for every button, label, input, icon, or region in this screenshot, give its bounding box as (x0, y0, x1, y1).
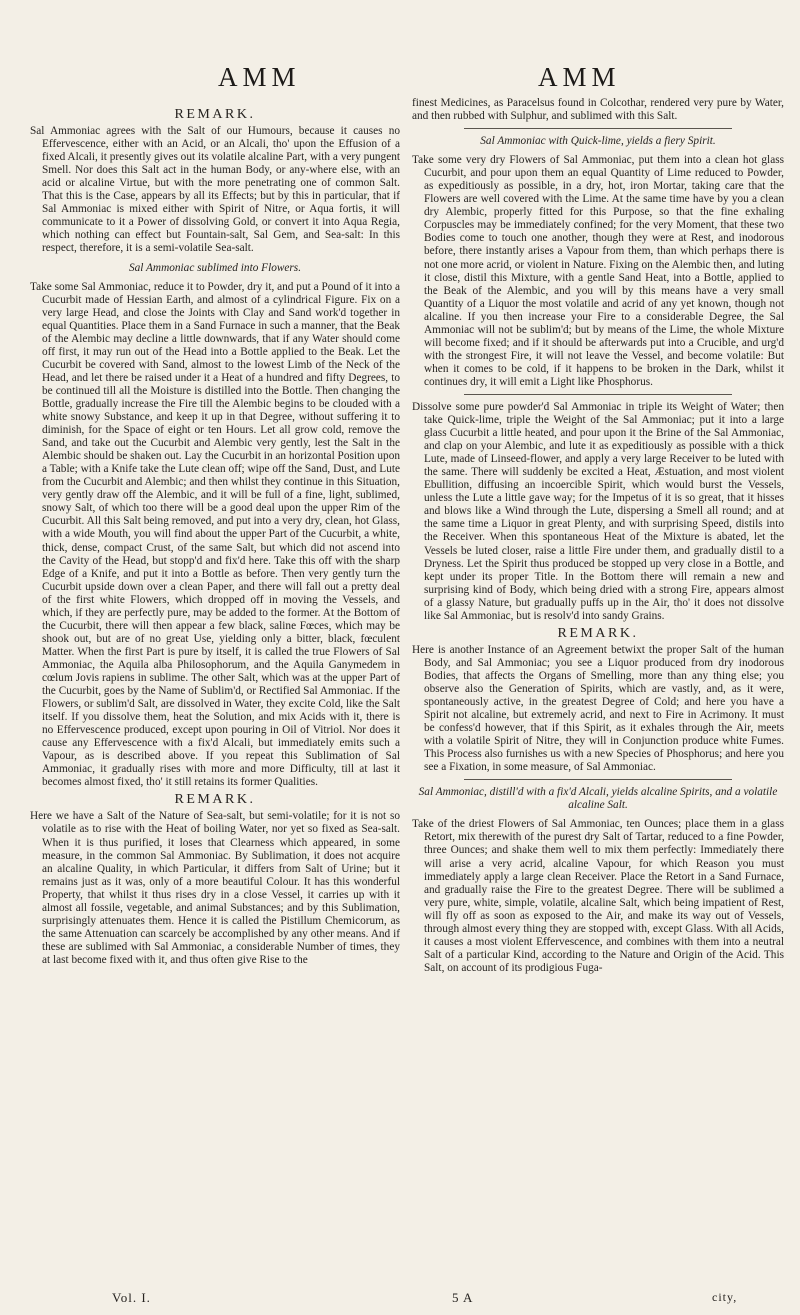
sublimed-paragraph: Take some Sal Ammoniac, reduce it to Powder, dry it, and put a Pound of it into a Cucurbit made of Hessian Earth, and almost of a cylindrical Figure. Fix on a very large Head, and close the Joints with Clay and Sand work'd together in equal Quantities. Place them in a Sand Furnace in such a manner, that the Beak of the Alembic may decline a little downwards, that if any Water should come off first, it may run out of the Head into a Bottle applied to the Beak. Let the Cucurbit be covered with Sand, almost to the lowest Limb of the Neck of the Head, and let there be raised under it a Heat of a hundred and fifty Degrees, to be continued till all the Moisture is distilled into the Bottle. Then changing the Bottle, gradually increase the Fire till the Alembic begins to be clouded with a white snowy Substance, and keep it up in that Degree, without suffering it to diminish, for the Space of eight or ten Hours. Let all grow cold, remove the Sand, and take out the Cucurbit and Alembic very gently, lest the Salt in the Alembic should be shaken out. Lay the Cucurbit in an horizontal Position upon a Table; with a Knife take the Lute clean off; wipe off the Sand, Dust, and Lute from the Cucurbit and Alembic; and then whilst they continue in this Situation, very gently draw off the Alembic, and it will be full of a fine, light, sublimed, snowy Salt, of which too there will be a good deal upon the upper Rim of the Cucurbit. All this Salt being removed, and put into a very dry, clean, hot Glass, with a wide Mouth, you will find about the upper Part of the Cucurbit, a white, thick, dense, compact Crust, of the same Salt, but which did not ascend into the Cavity of the Head, but stopp'd and fix'd here. Take this off with the sharp Edge of a Knife, and put it into a Bottle as before. Then very gently turn the Cucurbit upside down over a clean Paper, and there will fall out a pretty deal of the first white Flowers, which dropped off in moving the Vessels, and which, if they are perfectly pure, may be added to the former. At the Bottom of the Cucurbit, there will then appear a few black, saline Fœces, which may be shook out, but are of no great Use, yielding only a bitter, black, fœculent Matter. When the first Part is pure by itself, it is called the true Flowers of Sal Ammoniac, the Aquila alba Philosophorum, and the Aquila Ganymedem in cœlum Jovis rapiens in sublime. The other Salt, which was at the upper Part of the Cucurbit, goes by the Name of Sublim'd, or Rectified Sal Ammoniac. If the Flowers, or sublim'd Salt, are dissolved in Water, they excite Cold, like the Salt itself. If you dissolve them, heat the Solution, and mix Acids with it, there is no Effervescence produced, except upon pouring in Oil of Vitriol. Nor does it cause any Effervescence with a fix'd Alcali, but immediately emits such a Vapour, as is described above. If you repeat this Sublimation of Sal Ammoniac, it gradually rises with more and more Difficulty, till at last it becomes almost fixed, tho' it still retains its former Qualities. (30, 280, 400, 789)
quicklime-paragraph: Take some very dry Flowers of Sal Ammoniac, put them into a clean hot glass Cucurbit, and pour upon them an equal Quantity of Lime reduced to Powder, as expeditiously as possible, in a dry, hot, iron Mortar, taking care that the Flowers are well covered with the Lime. At the same time have by you a clean dry Alembic, properly fitted for this Purpose, so that the fine exhaling Corpuscles may be immediately confined; for the very Moment, that these two Bodies come to touch one another, though they were at Rest, and inodorous before, there instantly arises a Vapour from them, than which perhaps there is not one more acrid, or violent in Nature. Fixing on the Alembic then, and luting it close, distil this Mixture, with a gentle Sand Heat, into a Bottle, applied to the Beak of the Alembic, and you will by this means have a very small Quantity of a Liquor the most volatile and acrid of any yet known, though not alcaline. If you then increase your Fire to a considerable Degree, the Sal Ammoniac will not be sublim'd; but by means of the Lime, the whole Mixture will become fixed; and if it should be afterwards put into a Crucible, and urg'd with the strongest Fire, it will not leave the Vessel, and become volatile: But when it comes to be cold, if it happens to be broken in the Dark, whilst it continues dry, it will emit a Light like Phosphorus. (412, 154, 784, 388)
running-header-left: AMM (218, 62, 301, 92)
remark-heading: REMARK. (174, 107, 256, 122)
right-column (412, 97, 784, 1277)
continued-paragraph: finest Medicines, as Paracelsus found in Colcothar, rendered very pure by Water, and then rubbed with Sulphur, and sublimed with this Salt. (412, 97, 784, 123)
dissolve-paragraph: Dissolve some pure powder'd Sal Ammoniac in triple its Weight of Water; then take Quick-lime, triple the Weight of the Sal Ammoniac; put it into a large glass Cucurbit a little heated, and pour upon it the Brine of the Sal Ammoniac, and clap on your Alembic, and lute it as expeditiously as possible with a thick Lute, made of Linseed-flower, and apply a very large Receiver to be luted with the same. There will suddenly be excited a Heat, Æstuation, and most violent Ebullition, diffusing an incoercible Spirit, which would burst the Vessels, unless the Lute a little gave way; for the Impetus of it is so great, that it hisses and blows like a Wind through the Lute, dispersing a Smell all round; and at the same time a Liquor in great Plenty, and with surprising Speed, distils into the Receiver. When this spontaneous Heat of the Mixture is abated, let the Vessels be luted closer, raise a little Fire under them, and gradually distil to a Dryness. Let the Spirit thus produced be stopped up very close in a Bottle, and kept under its proper Title. In the Bottom there will remain a new and surprising kind of Body, which being dried with a strong Fire, appears almost of a glassy Nature, but gradually puffs up in the Air, tho' it does not dissolve like Sal Ammoniac, but is resolv'd into sandy Grains. (412, 400, 784, 622)
section-heading-sublimed: Sal Ammoniac sublimed into Flowers. (128, 261, 302, 274)
left-column (30, 104, 400, 1284)
section-divider-2 (464, 394, 732, 395)
alcali-paragraph: Take of the driest Flowers of Sal Ammoniac, ten Ounces; place them in a glass Retort, mix therewith of the purest dry Salt of Tartar, reduced to a fine Powder, three Ounces; and shake them well to mix them perfectly: Immediately there will arise a very acrid, alcaline Vapour, for which Reason you must immediately apply a large clean Receiver. Place the Retort in a Sand Furnace, and gradually raise the Fire to the greatest Degree. There will be sublimed a very pure, white, simple, volatile, alcaline Salt, which being impatient of Rest, will fly off as soon as exposed to the Air, and make its way out of Vessels, through almost every thing they are stopped with, except Glass. With all Acids, it causes a most violent Effervescence, and combines with them into a neutral Salt of a particular Kind, according to the Nature and Origin of the Acid. This Salt, on account of its prodigious Fuga- (412, 818, 784, 974)
section-heading-quicklime: Sal Ammoniac with Quick-lime, yields a fiery Spirit. (480, 135, 716, 148)
section-divider-3 (464, 779, 732, 780)
remark-paragraph-2: Here we have a Salt of the Nature of Sea-salt, but semi-volatile; for it is not so volatile as to rise with the Heat of boiling Water, nor yet so fixed as Sea-salt. When it is thus purified, it loses that Clearness which appeared, in some measure, in the common Sal Ammoniac. By Sublimation, it does not acquire an alcaline Quality, in which Particular, it differs from Salt of Urine; but it remains just as it was, only of a more beautiful Colour. It has this wonderful Property, that whilst it thus rises dry in a close Vessel, it carries up with it almost all fossile, vegetable, and animal Substances; and by this Sublimation, surprisingly attenuates them. Hence it is called the Pistillum Chemicorum, as the same Attenuation can scarcely be accomplished by any other means. And if these are sublimed with Sal Ammoniac, a considerable Number of times, they at last become fixed with it, and thus often give Rise to the (30, 810, 400, 966)
section-heading-alcali: Sal Ammoniac, distill'd with a fix'd Alcali, yields alcaline Spirits, and a volatile alcaline Salt. (418, 786, 778, 812)
remark-paragraph: Sal Ammoniac agrees with the Salt of our Humours, because it causes no Effervescence, either with an Acid, or an Alcali, tho' upon the Effusion of a fixed Alcali, it presently gives out its volatile alcaline Part, with a very pungent Smell. Nor does this Salt act in the human Body, or any-where else, with an acid or alcaline Virtue, but with the more penetrating one of common Salt. That this is the Case, appears by all its Effects; but by this in particular, that if Sal Ammoniac is mixed either with Spirit of Nitre, or Aqua fortis, it will communicate to it a Power of dissolving Gold, or convert it into Aqua Regia, which nothing can effect but Fountain-salt, Sal Gem, and Sea-salt: In this respect, therefore, it is a semi-volatile Sea-salt. (30, 125, 400, 255)
running-header-right: AMM (538, 62, 621, 92)
catchword: city, (712, 1290, 738, 1304)
remark-heading-2: REMARK. (174, 792, 256, 808)
remark-heading-3: REMARK. (557, 625, 639, 641)
section-divider (464, 128, 732, 129)
remark-paragraph-3: Here is another Instance of an Agreement betwixt the proper Salt of the human Body, and Sal Ammoniac; you see a Liquor produced from dry inodorous Bodies, that affects the Organs of Smelling, more than any thing else; you observe also the Generation of Spirits, which are vastly, and, as it were, spontaneously active, in the greatest Degree of Cold; and here you have a Spirit not alcaline, but extremely acrid, and next to Fire in Acrimony. It must be confess'd however, that if this Spirit, as it exhales through the Air, meets with a volatile Spirit of Nitre, they will in Conjunction produce white Fumes. This Process also furnishes us with a new Species of Phosphorus; and here you see a Fixation, in some measure, of Sal Ammoniac. (412, 643, 784, 774)
volume-label: Vol. I. (112, 1290, 151, 1305)
signature-mark: 5 A (452, 1290, 474, 1305)
